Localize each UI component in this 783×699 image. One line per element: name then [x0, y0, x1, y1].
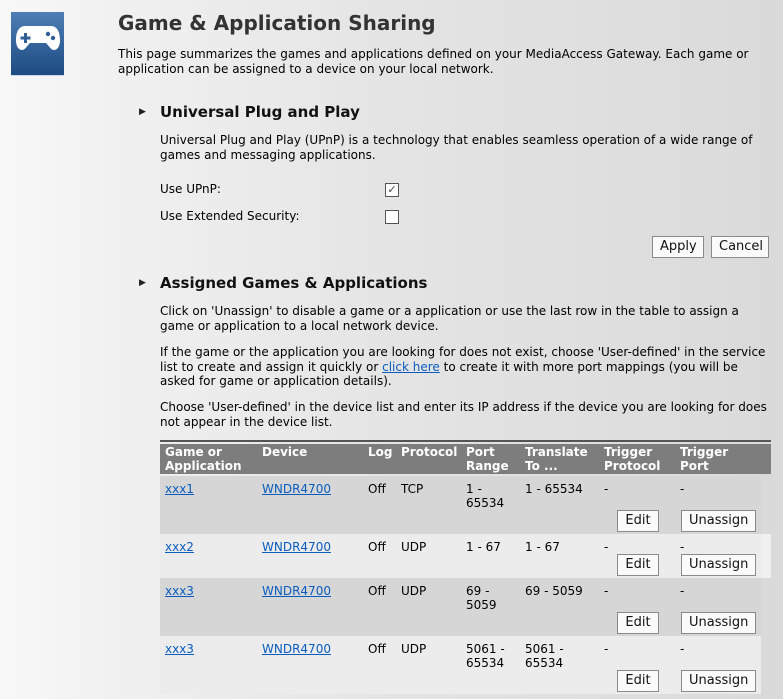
- translate-value: 5061 - 65534: [525, 642, 564, 670]
- col-port-range: Port Range: [466, 445, 509, 473]
- table-header: [160, 444, 771, 474]
- triangle-right-icon: ▶: [139, 107, 146, 117]
- cancel-button[interactable]: Cancel: [711, 236, 769, 258]
- trigger-port-value: -: [680, 540, 685, 554]
- edit-button[interactable]: Edit: [617, 670, 659, 692]
- translate-value: 1 - 67: [525, 540, 560, 554]
- edit-button[interactable]: Edit: [617, 554, 659, 576]
- game-link[interactable]: xxx2: [165, 540, 194, 554]
- assigned-para-3: Choose 'User-defined' in the device list and enter its IP address if the device you are looking for does not appear in the device list.: [160, 400, 767, 429]
- translate-value: 69 - 5059: [525, 584, 583, 598]
- col-game: Game or Application: [165, 445, 242, 473]
- upnp-section-title: Universal Plug and Play: [160, 103, 360, 121]
- extended-security-checkbox[interactable]: [385, 210, 399, 224]
- col-protocol: Protocol: [401, 445, 458, 459]
- extended-security-label: Use Extended Security:: [160, 209, 300, 223]
- col-trigger-port: Trigger Port: [680, 445, 729, 473]
- device-link[interactable]: WNDR4700: [262, 540, 331, 554]
- row-edge: [761, 534, 771, 578]
- page-intro: This page summarizes the games and applications defined on your MediaAccess Gateway. Each game or application can be assigned to a device on your local network.: [118, 47, 749, 76]
- edit-button[interactable]: Edit: [617, 612, 659, 634]
- unassign-button[interactable]: Unassign: [681, 612, 756, 634]
- edit-button[interactable]: Edit: [617, 510, 659, 532]
- log-value: Off: [368, 584, 386, 598]
- assigned-para-2-end: to create it with more port mappings (you will be asked for game or application details).: [160, 359, 738, 388]
- apply-button[interactable]: Apply: [652, 236, 704, 258]
- protocol-value: UDP: [401, 540, 427, 554]
- unassign-button[interactable]: Unassign: [681, 554, 756, 576]
- log-value: Off: [368, 540, 386, 554]
- trigger-protocol-value: -: [604, 584, 609, 598]
- port-range-value: 1 - 67: [466, 540, 501, 554]
- col-translate: Translate To ...: [525, 445, 588, 473]
- protocol-value: UDP: [401, 642, 427, 656]
- translate-value: 1 - 65534: [525, 482, 583, 496]
- table-row: [160, 476, 761, 534]
- trigger-port-value: -: [680, 584, 685, 598]
- triangle-right-icon: ▶: [139, 278, 146, 288]
- protocol-value: TCP: [401, 482, 424, 496]
- assigned-section-title: Assigned Games & Applications: [160, 274, 428, 292]
- use-upnp-checkbox[interactable]: [385, 183, 399, 197]
- log-value: Off: [368, 482, 386, 496]
- assigned-para-2: [160, 345, 772, 389]
- table-row: [160, 578, 761, 636]
- log-value: Off: [368, 642, 386, 656]
- page-title: Game & Application Sharing: [118, 11, 436, 35]
- unassign-button[interactable]: Unassign: [681, 510, 756, 532]
- col-log: Log: [368, 445, 393, 459]
- use-upnp-label: Use UPnP:: [160, 182, 221, 196]
- table-row: [160, 534, 761, 578]
- col-device: Device: [262, 445, 308, 459]
- port-range-value: 5061 - 65534: [466, 642, 505, 670]
- table-row: [160, 636, 761, 694]
- trigger-protocol-value: -: [604, 540, 609, 554]
- trigger-port-value: -: [680, 482, 685, 496]
- port-range-value: 69 - 5059: [466, 584, 497, 612]
- device-link[interactable]: WNDR4700: [262, 584, 331, 598]
- port-range-value: 1 - 65534: [466, 482, 505, 510]
- trigger-protocol-value: -: [604, 642, 609, 656]
- table-top-rule: [160, 440, 771, 442]
- trigger-protocol-value: -: [604, 482, 609, 496]
- assigned-para-2-start: If the game or the application you are looking for does not exist, choose 'User-defined' in the service list to create and assign it quickly or: [160, 345, 766, 374]
- trigger-port-value: -: [680, 642, 685, 656]
- game-link[interactable]: xxx3: [165, 642, 194, 656]
- unassign-button[interactable]: Unassign: [681, 670, 756, 692]
- protocol-value: UDP: [401, 584, 427, 598]
- col-trigger-protocol: Trigger Protocol: [604, 445, 661, 473]
- gamepad-icon: [11, 12, 64, 76]
- device-link[interactable]: WNDR4700: [262, 482, 331, 496]
- game-link[interactable]: xxx3: [165, 584, 194, 598]
- device-link[interactable]: WNDR4700: [262, 642, 331, 656]
- check-icon: ✓: [387, 183, 397, 196]
- assigned-para-1: Click on 'Unassign' to disable a game or a application or use the last row in the table to assign a game or application to a local network device.: [160, 304, 739, 333]
- upnp-description: Universal Plug and Play (UPnP) is a technology that enables seamless operation of a wide range of games and messaging applications.: [160, 133, 753, 162]
- game-link[interactable]: xxx1: [165, 482, 194, 496]
- click-here-link[interactable]: click here: [382, 359, 440, 374]
